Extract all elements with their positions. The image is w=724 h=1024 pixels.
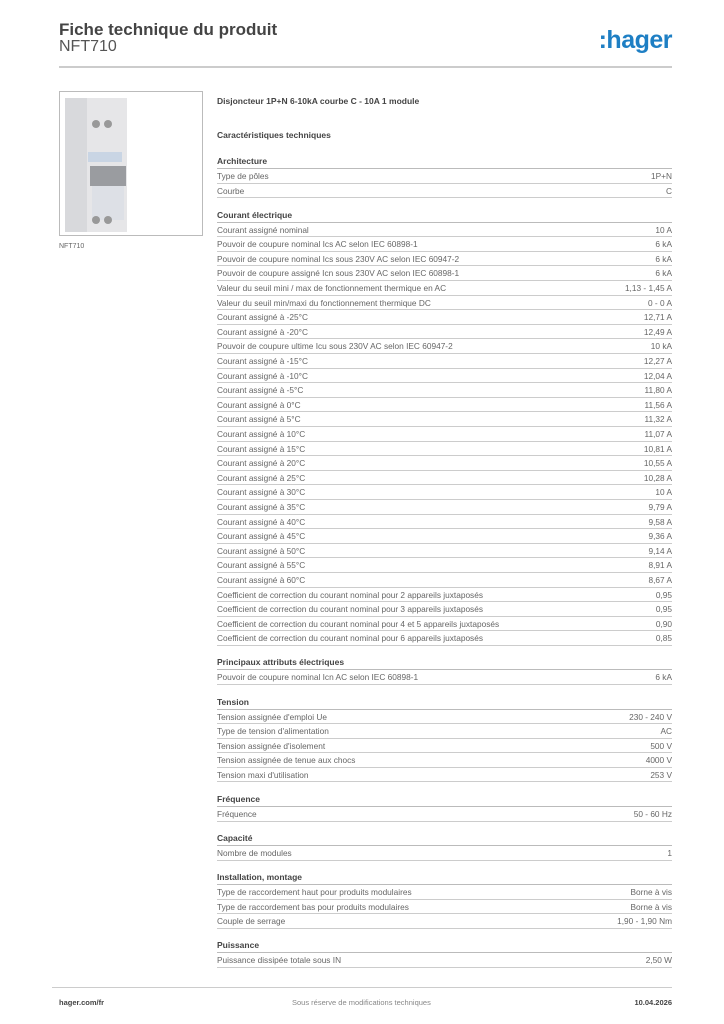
spec-row (217, 169, 672, 184)
spec-value: 2,50 W (645, 955, 672, 966)
spec-value: 12,71 A (643, 312, 672, 323)
spec-label: Courant assigné à 40°C (217, 516, 306, 527)
spec-row (217, 753, 672, 768)
spec-row (217, 544, 672, 559)
footer-note: Sous réserve de modifications techniques (292, 998, 431, 1007)
spec-row (217, 500, 672, 515)
spec-value: 0,95 (655, 604, 672, 615)
spec-section (217, 938, 672, 968)
spec-value: 4000 V (645, 755, 672, 766)
spec-label: Tension assignée d'emploi Ue (217, 711, 327, 722)
spec-value: 9,36 A (648, 531, 672, 542)
spec-row (217, 914, 672, 929)
spec-row (217, 588, 672, 603)
spec-row (217, 383, 672, 398)
spec-row (217, 710, 672, 725)
specs-table (217, 154, 672, 978)
spec-row (217, 617, 672, 632)
spec-value: 10 A (655, 224, 672, 235)
spec-label: Pouvoir de coupure nominal Icn AC selon IEC 60898-1 (217, 672, 419, 683)
spec-value: 0,95 (655, 589, 672, 600)
spec-section (217, 792, 672, 822)
spec-row (217, 456, 672, 471)
spec-row (217, 846, 672, 861)
spec-row (217, 223, 672, 238)
spec-label: Type de raccordement haut pour produits modulaires (217, 887, 412, 898)
spec-label: Courant assigné à -10°C (217, 370, 308, 381)
spec-row (217, 339, 672, 354)
spec-value: 253 V (650, 769, 672, 780)
spec-label: Coefficient de correction du courant nominal pour 3 appareils juxtaposés (217, 604, 483, 615)
spec-value: Borne à vis (630, 901, 672, 912)
spec-row (217, 953, 672, 968)
spec-value: 6 kA (655, 239, 672, 250)
spec-label: Courant assigné à 45°C (217, 531, 306, 542)
spec-label: Tension assignée de tenue aux chocs (217, 755, 356, 766)
spec-label: Courant assigné à 20°C (217, 458, 306, 469)
spec-label: Courbe (217, 185, 245, 196)
spec-section (217, 655, 672, 685)
specs-title: Caractéristiques techniques (217, 130, 331, 140)
spec-row (217, 369, 672, 384)
spec-row (217, 807, 672, 822)
header-divider (59, 66, 672, 68)
spec-value: Borne à vis (630, 887, 672, 898)
spec-section (217, 870, 672, 929)
spec-row (217, 442, 672, 457)
section-heading: Puissance (217, 938, 672, 953)
spec-value: 1 (667, 848, 672, 859)
spec-label: Type de raccordement bas pour produits modulaires (217, 901, 409, 912)
spec-label: Courant assigné à 0°C (217, 399, 301, 410)
spec-value: 10 kA (650, 341, 672, 352)
spec-label: Pouvoir de coupure assigné Icn sous 230V AC selon IEC 60898-1 (217, 268, 460, 279)
spec-value: AC (660, 726, 672, 737)
footer-date: 10.04.2026 (634, 998, 672, 1007)
spec-label: Fréquence (217, 808, 257, 819)
spec-row (217, 184, 672, 199)
spec-label: Couple de serrage (217, 916, 286, 927)
spec-value: 8,91 A (648, 560, 672, 571)
spec-value: 1,13 - 1,45 A (624, 283, 672, 294)
section-heading: Installation, montage (217, 870, 672, 885)
spec-value: 6 kA (655, 253, 672, 264)
spec-value: 1,90 - 1,90 Nm (617, 916, 672, 927)
spec-row (217, 485, 672, 500)
section-heading: Principaux attributs électriques (217, 655, 672, 670)
page-title: Fiche technique du produit (59, 20, 278, 39)
spec-row (217, 900, 672, 915)
spec-value: C (666, 185, 672, 196)
spec-row (217, 281, 672, 296)
section-heading: Tension (217, 695, 672, 710)
spec-label: Courant assigné à 30°C (217, 487, 306, 498)
spec-row (217, 398, 672, 413)
spec-label: Pouvoir de coupure nominal Ics AC selon IEC 60898-1 (217, 239, 418, 250)
spec-section (217, 831, 672, 861)
spec-row (217, 558, 672, 573)
spec-value: 12,27 A (643, 356, 672, 367)
spec-row (217, 354, 672, 369)
spec-row (217, 237, 672, 252)
spec-value: 9,79 A (648, 501, 672, 512)
spec-section (217, 208, 672, 646)
spec-label: Courant assigné à 50°C (217, 545, 306, 556)
spec-value: 6 kA (655, 268, 672, 279)
spec-value: 230 - 240 V (629, 711, 672, 722)
product-description: Disjoncteur 1P+N 6-10kA courbe C - 10A 1 module (217, 96, 420, 106)
spec-value: 9,14 A (648, 545, 672, 556)
spec-label: Tension maxi d'utilisation (217, 769, 309, 780)
spec-row (217, 885, 672, 900)
spec-row (217, 310, 672, 325)
spec-value: 0,85 (655, 633, 672, 644)
spec-value: 0,90 (655, 618, 672, 629)
spec-row (217, 266, 672, 281)
spec-label: Coefficient de correction du courant nominal pour 6 appareils juxtaposés (217, 633, 483, 644)
spec-row (217, 325, 672, 340)
spec-value: 12,04 A (643, 370, 672, 381)
spec-label: Courant assigné à 35°C (217, 501, 306, 512)
spec-label: Coefficient de correction du courant nominal pour 2 appareils juxtaposés (217, 589, 483, 600)
spec-value: 11,07 A (644, 429, 672, 439)
spec-label: Courant assigné à -20°C (217, 326, 308, 337)
spec-label: Tension assignée d'isolement (217, 740, 326, 751)
footer-website[interactable]: hager.com/fr (59, 998, 105, 1007)
spec-label: Puissance dissipée totale sous IN (217, 955, 342, 966)
spec-row (217, 427, 672, 442)
spec-label: Type de tension d'alimentation (217, 726, 329, 737)
spec-section (217, 695, 672, 783)
spec-section (217, 154, 672, 198)
spec-label: Courant assigné à -15°C (217, 356, 308, 367)
spec-row (217, 296, 672, 311)
spec-label: Courant assigné à 25°C (217, 472, 306, 483)
spec-value: 50 - 60 Hz (633, 808, 672, 819)
spec-label: Pouvoir de coupure nominal Ics sous 230V AC selon IEC 60947-2 (217, 253, 460, 264)
spec-label: Courant assigné à 60°C (217, 574, 306, 585)
spec-row (217, 631, 672, 646)
hager-logo: :hager (598, 26, 672, 54)
spec-label: Coefficient de correction du courant nominal pour 4 et 5 appareils juxtaposés (217, 618, 500, 629)
spec-label: Courant assigné à 15°C (217, 443, 306, 454)
spec-value: 11,56 A (644, 399, 672, 410)
spec-row (217, 412, 672, 427)
spec-label: Valeur du seuil min/maxi du fonctionnement thermique DC (217, 297, 431, 308)
spec-label: Courant assigné à 55°C (217, 560, 306, 571)
spec-value: 0 - 0 A (648, 297, 672, 308)
section-heading: Courant électrique (217, 208, 672, 223)
spec-label: Courant assigné à -5°C (217, 385, 304, 396)
spec-row (217, 602, 672, 617)
spec-label: Nombre de modules (217, 848, 292, 859)
spec-value: 11,80 A (644, 385, 672, 396)
spec-label: Valeur du seuil mini / max de fonctionnement thermique en AC (217, 283, 447, 294)
spec-row (217, 739, 672, 754)
spec-row (217, 252, 672, 267)
product-code: NFT710 (59, 38, 117, 55)
spec-row (217, 724, 672, 739)
section-heading: Fréquence (217, 792, 672, 807)
image-caption: NFT710 (59, 243, 85, 250)
spec-value: 9,58 A (648, 516, 672, 527)
spec-value: 10,28 A (643, 472, 672, 483)
spec-value: 10,81 A (643, 443, 672, 454)
spec-value: 10 A (655, 487, 672, 498)
section-heading: Architecture (217, 154, 672, 169)
circuit-breaker-image (60, 92, 202, 235)
spec-value: 8,67 A (648, 574, 672, 585)
spec-value: 6 kA (655, 672, 672, 683)
spec-label: Courant assigné à 5°C (217, 414, 301, 425)
spec-value: 12,49 A (643, 326, 672, 337)
spec-value: 11,32 A (644, 414, 672, 425)
spec-row (217, 768, 672, 783)
spec-row (217, 670, 672, 685)
spec-value: 1P+N (651, 171, 672, 181)
spec-value: 10,55 A (643, 458, 672, 469)
spec-row (217, 573, 672, 588)
footer-divider (52, 987, 672, 988)
product-image (59, 91, 203, 236)
spec-label: Pouvoir de coupure ultime Icu sous 230V AC selon IEC 60947-2 (217, 341, 453, 352)
spec-value: 500 V (650, 740, 672, 751)
section-heading: Capacité (217, 831, 672, 846)
spec-label: Courant assigné nominal (217, 224, 309, 235)
spec-label: Type de pôles (217, 171, 269, 181)
spec-row (217, 529, 672, 544)
spec-label: Courant assigné à 10°C (217, 429, 306, 439)
spec-label: Courant assigné à -25°C (217, 312, 308, 323)
spec-row (217, 471, 672, 486)
spec-row (217, 515, 672, 530)
